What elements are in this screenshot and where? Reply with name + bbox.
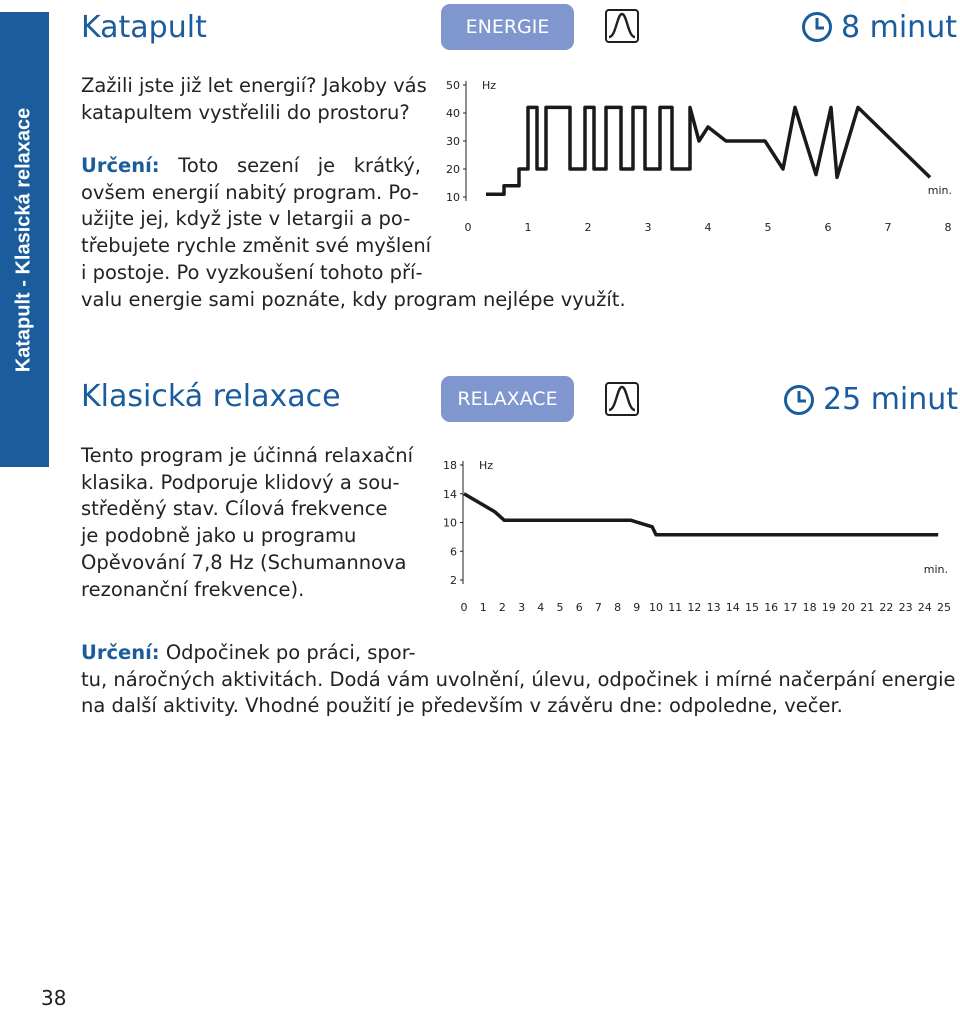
intro-line: klasika. Podporuje klidový a sou- bbox=[81, 470, 400, 494]
purpose-text: Odpočinek po práci, spor- bbox=[165, 641, 416, 664]
x-tick-label: 20 bbox=[841, 601, 855, 614]
purpose-first-line bbox=[81, 640, 956, 667]
x-tick-label: 4 bbox=[537, 601, 545, 614]
y-tick-label: 18 bbox=[443, 459, 457, 472]
katapult-description bbox=[81, 73, 427, 126]
y-tick-label: 14 bbox=[443, 487, 457, 501]
purpose-line: tu, náročných aktivitách. Dodá vám uvolnění, úlevu, odpočinek i mírné načerpání energie bbox=[81, 667, 956, 691]
intro-line: katapultem vystřelili do prostoru? bbox=[81, 100, 410, 124]
x-tick-label: 22 bbox=[879, 601, 894, 614]
y-tick-label: 40 bbox=[446, 107, 460, 120]
chart-relaxace bbox=[430, 450, 955, 620]
x-tick-label: 3 bbox=[644, 221, 652, 234]
x-tick-label: 5 bbox=[556, 601, 564, 614]
clock-icon bbox=[801, 11, 833, 43]
x-tick-label: 1 bbox=[524, 221, 532, 234]
badge-energie: ENERGIE bbox=[441, 4, 574, 50]
purpose-first-line bbox=[81, 153, 421, 180]
side-tab bbox=[0, 12, 49, 467]
clock-icon bbox=[783, 384, 815, 416]
purpose-line: třebujete rychle změnit své myšlení bbox=[81, 234, 432, 258]
y-tick-label: 6 bbox=[450, 545, 457, 559]
y-axis-label: Hz bbox=[479, 459, 494, 472]
x-tick-label: 6 bbox=[824, 221, 832, 234]
chart-katapult bbox=[430, 72, 950, 242]
y-tick-label: 10 bbox=[446, 191, 460, 204]
wave-icon bbox=[605, 9, 639, 43]
wave-icon bbox=[605, 382, 639, 416]
x-tick-label: 2 bbox=[498, 601, 506, 614]
x-tick-label: 21 bbox=[860, 601, 875, 614]
purpose-line: i postoje. Po vyzkoušení tohoto pří- bbox=[81, 260, 423, 284]
x-tick-label: 15 bbox=[745, 601, 759, 614]
x-tick-label: 7 bbox=[884, 221, 892, 234]
x-tick-label: 9 bbox=[633, 601, 641, 614]
intro-line: je podobně jako u programu bbox=[81, 524, 357, 548]
section-title-katapult: Katapult bbox=[81, 10, 207, 45]
purpose-line: na další aktivity. Vhodné použití je především v závěru dne: odpoledne, večer. bbox=[81, 694, 843, 718]
series-line bbox=[464, 494, 938, 535]
x-tick-label: 11 bbox=[668, 601, 683, 614]
purpose-label: Určení: bbox=[81, 154, 160, 177]
series-line bbox=[486, 107, 930, 194]
y-tick-label: 10 bbox=[443, 516, 457, 530]
y-tick-label: 50 bbox=[446, 79, 460, 92]
intro-line: středěný stav. Cílová frekvence bbox=[81, 497, 388, 521]
purpose-line: valu energie sami poznáte, kdy program nejlépe využít. bbox=[81, 287, 626, 311]
purpose-line: užijte jej, když jste v letargii a po- bbox=[81, 207, 411, 231]
x-axis-label: min. bbox=[923, 563, 948, 576]
x-tick-label: 7 bbox=[594, 601, 602, 614]
y-tick-label: 2 bbox=[450, 574, 457, 587]
purpose-text: Toto sezení je krátký, bbox=[178, 154, 421, 177]
x-tick-label: 2 bbox=[584, 221, 592, 234]
x-tick-label: 17 bbox=[783, 601, 798, 614]
x-tick-label: 23 bbox=[898, 601, 913, 614]
purpose-label: Určení: bbox=[81, 641, 160, 664]
badge-relaxace: RELAXACE bbox=[441, 376, 574, 422]
x-tick-label: 6 bbox=[575, 601, 583, 614]
x-axis-label: min. bbox=[927, 184, 952, 197]
x-tick-label: 0 bbox=[464, 221, 472, 234]
page-number: 38 bbox=[41, 986, 67, 1010]
x-tick-label: 4 bbox=[704, 221, 712, 234]
duration-katapult: 8 minut bbox=[841, 10, 957, 45]
x-tick-label: 0 bbox=[460, 601, 468, 614]
x-tick-label: 1 bbox=[479, 601, 487, 614]
relaxace-description bbox=[81, 443, 426, 603]
x-tick-label: 10 bbox=[649, 601, 663, 614]
side-tab-label: Katapult - Klasická relaxace bbox=[12, 107, 35, 373]
duration-relaxace: 25 minut bbox=[823, 382, 959, 417]
section-title-klasicka-relaxace: Klasická relaxace bbox=[81, 379, 341, 414]
x-tick-label: 14 bbox=[725, 601, 740, 614]
relaxace-purpose bbox=[81, 640, 956, 720]
intro-line: Tento program je účinná relaxační bbox=[81, 444, 414, 467]
x-tick-label: 24 bbox=[917, 601, 932, 614]
x-tick-label: 3 bbox=[518, 601, 526, 614]
x-tick-label: 16 bbox=[764, 601, 779, 614]
x-tick-label: 5 bbox=[764, 221, 772, 234]
x-tick-label: 19 bbox=[821, 601, 836, 614]
y-tick-label: 30 bbox=[446, 135, 460, 148]
purpose-line: ovšem energií nabitý program. Po- bbox=[81, 180, 419, 204]
x-tick-label: 18 bbox=[802, 601, 817, 614]
x-tick-label: 8 bbox=[944, 221, 952, 234]
x-tick-label: 8 bbox=[614, 601, 622, 614]
y-tick-label: 20 bbox=[446, 163, 460, 176]
intro-line: Opěvování 7,8 Hz (Schumannova bbox=[81, 550, 407, 574]
intro-line: Zažili jste již let energií? Jakoby vás bbox=[81, 74, 427, 97]
y-axis-label: Hz bbox=[482, 79, 497, 92]
intro-line: rezonanční frekvence). bbox=[81, 577, 305, 601]
x-tick-label: 12 bbox=[687, 601, 702, 614]
x-tick-label: 25 bbox=[937, 601, 951, 614]
x-tick-label: 13 bbox=[706, 601, 721, 614]
